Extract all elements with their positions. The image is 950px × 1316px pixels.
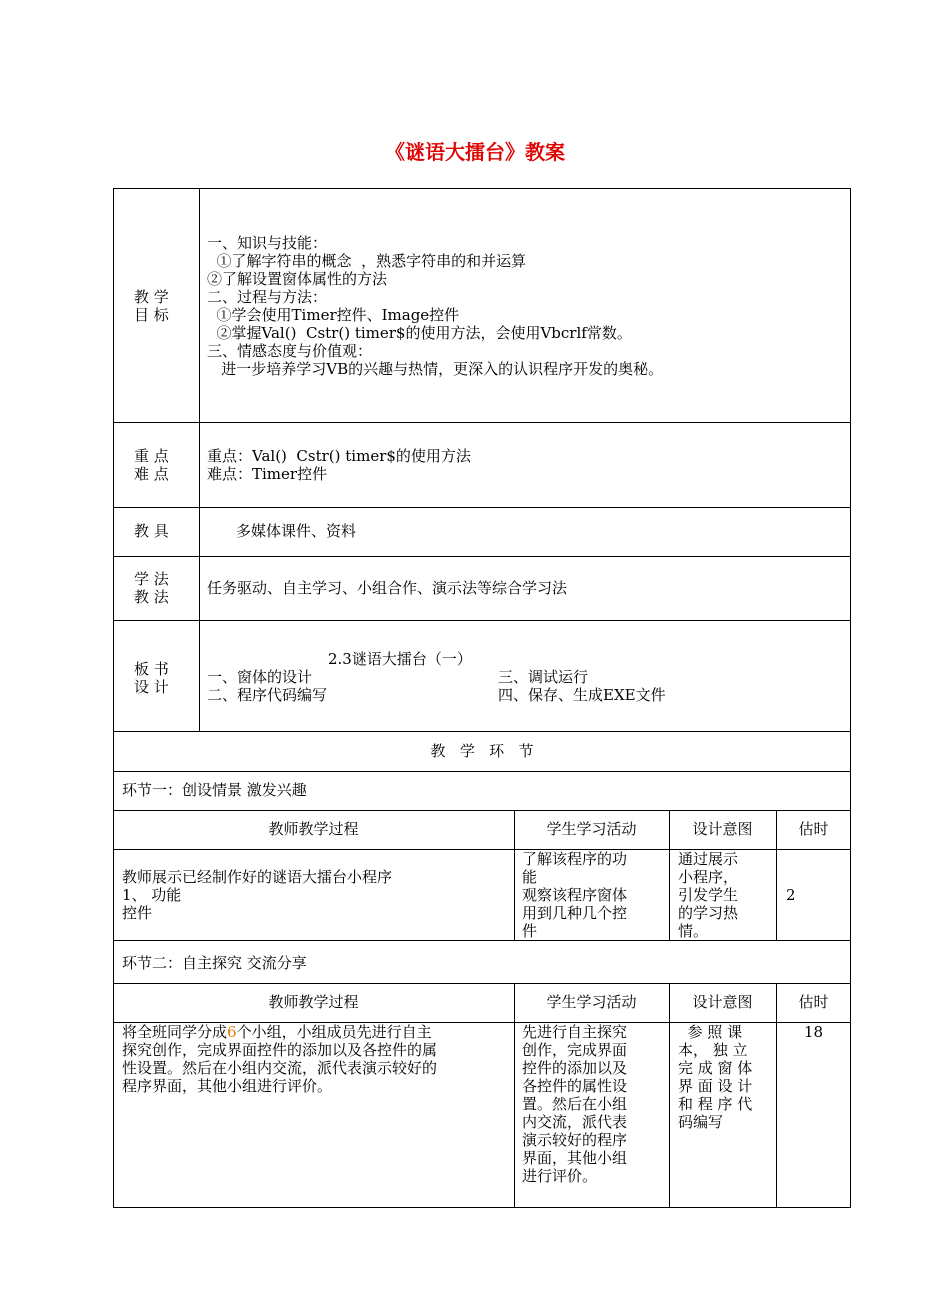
stage1-intent-line: 的学习热: [678, 904, 739, 922]
stage1-header-intent: 设计意图: [692, 820, 753, 838]
row-divider: [113, 849, 851, 850]
stage2-student-line: 进行评价。: [522, 1167, 598, 1185]
goals-line: ①了解字符串的概念 ，熟悉字符串的和并运算: [207, 252, 527, 270]
row-divider: [113, 620, 851, 621]
stage1-header-teacher: 教师教学过程: [268, 820, 359, 838]
stage2-intent-line: 界 面 设 计: [678, 1077, 753, 1095]
stage2-header-intent: 设计意图: [692, 993, 753, 1011]
row-divider: [113, 507, 851, 508]
stage2-intent-line: 参 照 课: [678, 1023, 743, 1041]
stage1-teacher-line: 教师展示已经制作好的谜语大擂台小程序: [122, 868, 393, 886]
stage1-teacher-line: 1、 功能: [122, 886, 182, 904]
stage2-intent-line: 和 程 序 代: [678, 1095, 753, 1113]
goals-line: ②掌握Val() Cstr() timer$的使用方法，会使用Vbcrlf常数。: [207, 324, 632, 342]
board-label-line2: 设 计: [134, 678, 169, 696]
board-item-1: 一、窗体的设计: [207, 668, 313, 686]
tools-text: 多媒体课件、资料: [236, 522, 357, 540]
stage1-student-line: 件: [522, 922, 538, 940]
stage2-teacher-line: 性设置。然后在小组内交流，派代表演示较好的: [122, 1059, 438, 1077]
board-item-3: 三、调试运行: [498, 668, 589, 686]
stage2-student-line: 置。然后在小组: [522, 1095, 628, 1113]
goals-line: 三、情感态度与价值观：: [207, 342, 373, 360]
stage2-student-line: 各控件的属性设: [522, 1077, 628, 1095]
stage2-student-line: 控件的添加以及: [522, 1059, 628, 1077]
methods-text: 任务驱动、自主学习、小组合作、演示法等综合学习法: [207, 579, 568, 597]
stage1-title: 环节一：创设情景 激发兴趣: [122, 781, 307, 799]
stage2-student-line: 界面，其他小组: [522, 1149, 628, 1167]
stage2-header-teacher: 教师教学过程: [268, 993, 359, 1011]
board-item-2: 二、程序代码编写: [207, 686, 328, 704]
stage1-student-line: 了解该程序的功: [522, 850, 628, 868]
row-divider: [113, 810, 851, 811]
goals-label-line2: 目 标: [134, 306, 169, 324]
stage1-time: 2: [786, 886, 796, 904]
stage2-intent-line: 本， 独 立: [678, 1041, 748, 1059]
row-divider: [113, 556, 851, 557]
board-item-4: 四、保存、生成EXE文件: [498, 686, 666, 704]
column-divider: [669, 983, 670, 1208]
row-divider: [113, 422, 851, 423]
row-divider: [113, 771, 851, 772]
stage2-teacher-line: [122, 1023, 432, 1042]
methods-label-line2: 教 法: [134, 588, 169, 606]
stage1-student-line: 观察该程序窗体: [522, 886, 628, 904]
column-divider: [776, 983, 777, 1208]
methods-label-line1: 学 法: [134, 570, 169, 588]
goals-line: ①学会使用Timer控件、Image控件: [207, 306, 460, 324]
stage2-header-student: 学生学习活动: [546, 993, 637, 1011]
keypoints-label-line1: 重 点: [134, 447, 169, 465]
group-count: 6: [227, 1023, 237, 1041]
stage1-student-line: 能: [522, 868, 538, 886]
stage1-student-line: 用到几种几个控: [522, 904, 628, 922]
row-divider: [113, 940, 851, 941]
stage1-header-student: 学生学习活动: [546, 820, 637, 838]
stage2-teacher-pre: 将全班同学分成: [122, 1023, 228, 1041]
goals-line: 进一步培养学习VB的兴趣与热情，更深入的认识程序开发的奥秘。: [207, 360, 664, 378]
tools-label: 教 具: [134, 522, 169, 540]
stage1-intent-line: 情。: [678, 922, 709, 940]
stage2-header-time: 估时: [798, 993, 829, 1011]
keypoints-label-line2: 难 点: [134, 465, 169, 483]
stage2-student-line: 先进行自主探究: [522, 1023, 628, 1041]
row-divider: [113, 983, 851, 984]
stage1-teacher-line: 控件: [122, 904, 153, 922]
stage2-teacher-line: 程序界面，其他小组进行评价。: [122, 1077, 333, 1095]
stage1-header-time: 估时: [798, 820, 829, 838]
stage2-intent-line: 完 成 窗 体: [678, 1059, 753, 1077]
goals-label-line1: 教 学: [134, 288, 169, 306]
goals-line: ②了解设置窗体属性的方法: [207, 270, 388, 288]
board-heading: 2.3谜语大擂台（一）: [328, 650, 472, 668]
section-header: 教 学 环 节: [430, 742, 534, 760]
stage2-teacher-post: 个小组，小组成员先进行自主: [236, 1023, 432, 1041]
board-label-line1: 板 书: [134, 660, 169, 678]
stage1-intent-line: 小程序，: [678, 868, 739, 886]
stage2-title: 环节二：自主探究 交流分享: [122, 954, 307, 972]
page-title: 《谜语大擂台》教案: [385, 140, 565, 164]
stage1-intent-line: 通过展示: [678, 850, 739, 868]
column-divider: [514, 983, 515, 1208]
stage2-time: 18: [804, 1023, 824, 1041]
goals-line: 二、过程与方法：: [207, 288, 328, 306]
goals-line: 一、知识与技能：: [207, 234, 328, 252]
keypoint-text: 重点：Val() Cstr() timer$的使用方法: [207, 447, 471, 465]
row-divider: [113, 731, 851, 732]
stage2-student-line: 创作，完成界面: [522, 1041, 628, 1059]
stage1-intent-line: 引发学生: [678, 886, 739, 904]
stage2-student-line: 演示较好的程序: [522, 1131, 628, 1149]
stage2-teacher-line: 探究创作，完成界面控件的添加以及各控件的属: [122, 1041, 438, 1059]
stage2-student-line: 内交流，派代表: [522, 1113, 628, 1131]
difficulty-text: 难点：Timer控件: [207, 465, 328, 483]
stage2-intent-line: 码编写: [678, 1113, 724, 1131]
label-column-divider: [199, 188, 200, 731]
